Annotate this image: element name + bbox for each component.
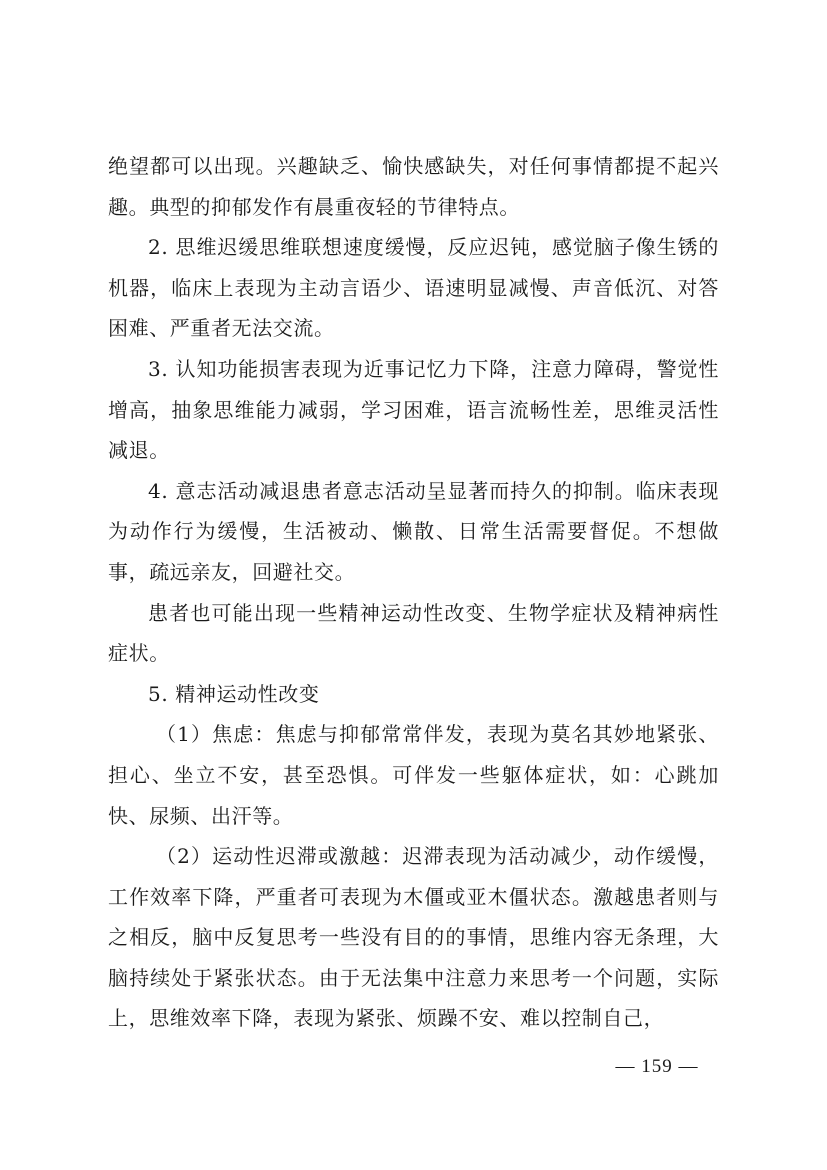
paragraph-continuation: 绝望都可以出现。兴趣缺乏、愉快感缺失，对任何事情都提不起兴趣。典型的抑郁发作有晨重夜轻的节律特点。: [108, 154, 719, 219]
body-text: [108, 146, 719, 1039]
paragraph-thought-retardation: 2. 思维迟缓思维联想速度缓慢，反应迟钝，感觉脑子像生锈的机器，临床上表现为主动言语少、语速明显减慢、声音低沉、对答困难、严重者无法交流。: [108, 235, 719, 341]
paragraph-cognitive-impairment: 3. 认知功能损害表现为近事记忆力下降，注意力障碍，警觉性增高，抽象思维能力减弱，学习困难，语言流畅性差，思维灵活性减退。: [108, 356, 719, 463]
page-number: — 159 —: [615, 1056, 699, 1077]
paragraph-volition-decline: 4. 意志活动减退患者意志活动呈显著而持久的抑制。临床表现为动作行为缓慢，生活被动、懒散、日常生活需要督促。不想做事，疏远亲友，回避社交。: [108, 478, 719, 584]
paragraph-retardation-agitation: （2）运动性迟滞或激越：迟滞表现为活动减少，动作缓慢，工作效率下降，严重者可表现为木僵或亚木僵状态。激越患者则与之相反，脑中反复思考一些没有目的的事情，思维内容无条理，大脑持续处于紧张状态。由于无法集中注意力来思考一个问题，实际上，思维效率下降，表现为紧张、烦躁不安、难以控制自己，: [108, 844, 719, 1031]
paragraph-anxiety: （1）焦虑：焦虑与抑郁常常伴发，表现为莫名其妙地紧张、担心、坐立不安，甚至恐惧。可伴发一些躯体症状，如：心跳加快、尿频、出汗等。: [108, 722, 719, 828]
paragraph-other-symptoms: 患者也可能出现一些精神运动性改变、生物学症状及精神病性症状。: [108, 600, 719, 666]
section-heading-psychomotor: 5. 精神运动性改变: [148, 681, 320, 706]
